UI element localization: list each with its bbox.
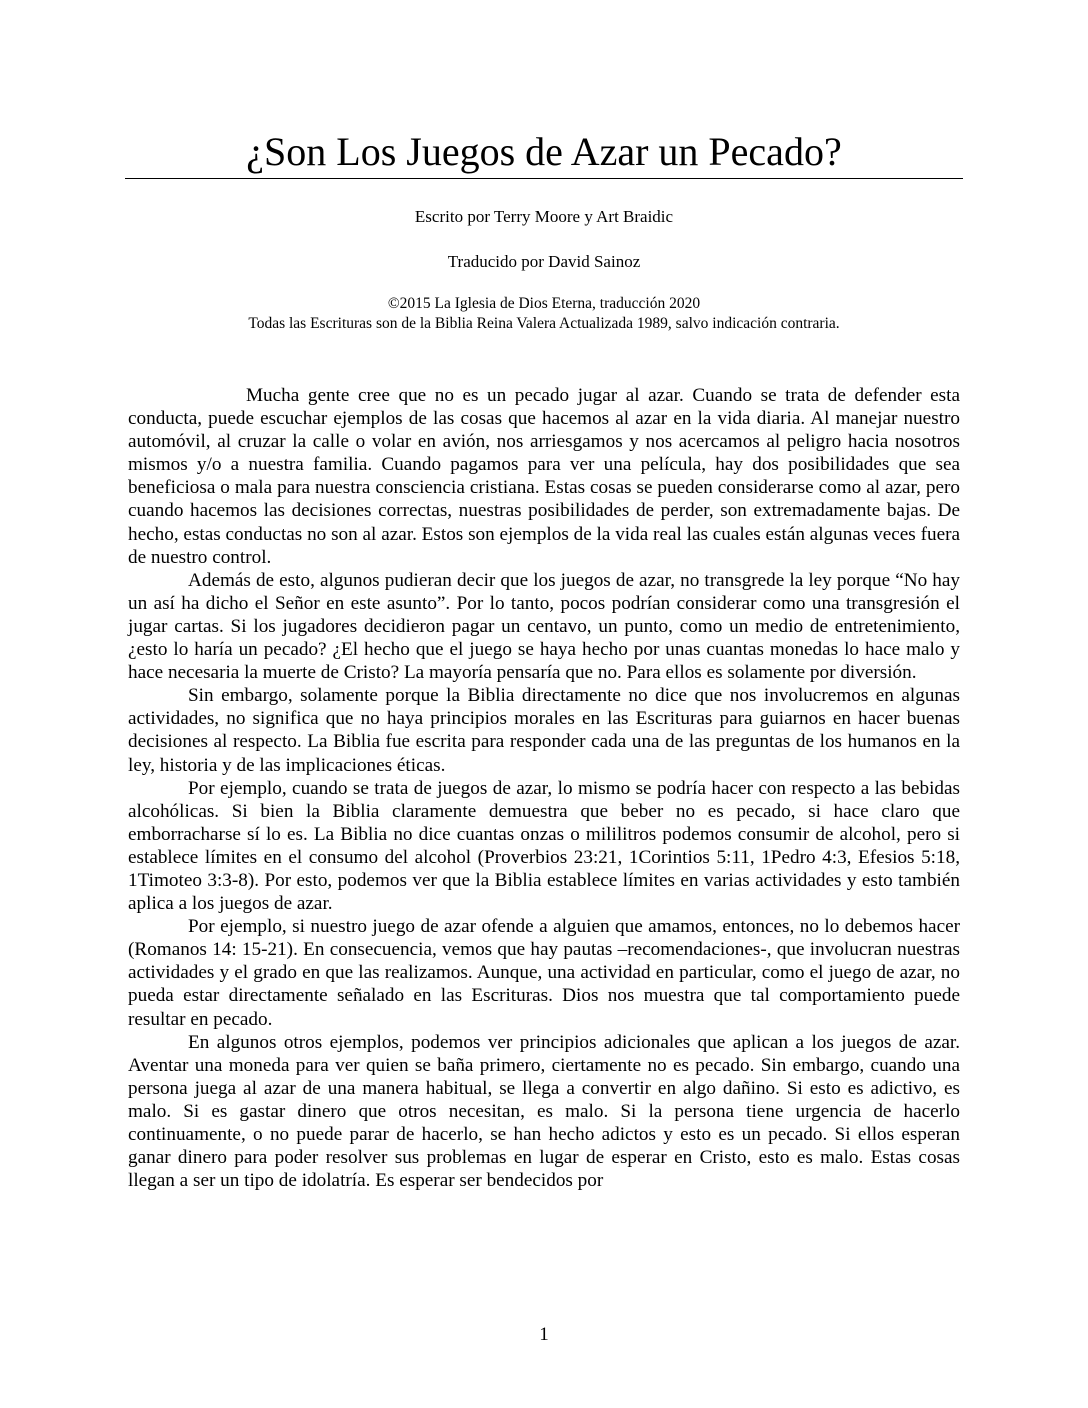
author-line: Escrito por Terry Moore y Art Braidic xyxy=(414,207,674,226)
document-title: ¿Son Los Juegos de Azar un Pecado? xyxy=(246,129,842,174)
paragraph: Mucha gente cree que no es un pecado jugar al azar. Cuando se trata de defender esta conducta, puede escuchar ejemplos de las cosas que hacemos al azar en la vida diaria. Al manejar nuestro automóvil, al cruzar la calle o volar en avión, nos arriesgamos y nos acercamos al peligro hacia nosotros mismos y/o a nuestra familia. Cuando pagamos para ver una película, hay dos posibilidades que sea beneficiosa o mala para nuestra consciencia cristiana. Estas cosas se pueden considerarse como al azar, pero cuando hacemos las decisiones correctas, nuestras posibilidades de perder, son extremadamente bajas. De hecho, estas conductas no son al azar. Estos son ejemplos de la vida real las cuales están algunas veces fuera de nuestro control. xyxy=(128,385,960,568)
copyright-line: ©2015 La Iglesia de Dios Eterna, traducción 2020 xyxy=(387,295,701,312)
title-divider xyxy=(125,178,963,179)
paragraph: Por ejemplo, cuando se trata de juegos de azar, lo mismo se podría hacer con respecto a las bebidas alcohólicas. Si bien la Biblia claramente demuestra que beber no es pecado, si hace claro que emborracharse sí lo es. La Biblia no dice cuantas onzas o mililitros podemos consumir de alcohol, pero si establece límites en el consumo del alcohol (Proverbios 23:21, 1Corintios 5:11, 1Pedro 4:3, Efesios 5:18, 1Timoteo 3:3-8). Por esto, podemos ver que la Biblia establece límites en varias actividades y esto también aplica a los juegos de azar. xyxy=(128,777,960,915)
translator-line: Traducido por David Sainoz xyxy=(447,252,641,271)
copyright-block xyxy=(125,294,963,334)
paragraph: En algunos otros ejemplos, podemos ver principios adicionales que aplican a los juegos de azar. Aventar una moneda para ver quien se baña primero, ciertamente no es pecado. Sin embargo, cuando una persona juega al azar de una manera habitual, se llega a convertir en algo dañino. Si esto es adictivo, es malo. Si es gastar dinero que otros necesitan, es malo. Si la persona tiene urgencia de hacerlo continuamente, o no puede parar de hacerlo, se han hecho adictos y esto es un pecado. Si ellos esperan ganar dinero para poder resolver sus problemas en lugar de esperar en Cristo, esto es malo. Estas cosas llegan a ser un tipo de idolatría. Es esperar ser bendecidos por xyxy=(128,1031,960,1192)
body-text xyxy=(128,384,960,1192)
paragraph: Por ejemplo, si nuestro juego de azar ofende a alguien que amamos, entonces, no lo debemos hacer (Romanos 14: 15-21). En consecuencia, vemos que hay pautas –recomendaciones-, que involucran nuestras actividades y el grado en que las realizamos. Aunque, una actividad en particular, como el juego de azar, no pueda estar directamente señalado en las Escrituras. Dios nos muestra que tal comportamiento puede resultar en pecado. xyxy=(128,916,960,1030)
page-number: 1 xyxy=(539,1324,549,1345)
scripture-note: Todas las Escrituras son de la Biblia Reina Valera Actualizada 1989, salvo indicación contraria. xyxy=(248,315,840,332)
paragraph: Sin embargo, solamente porque la Biblia directamente no dice que nos involucremos en algunas actividades, no significa que no haya principios morales en las Escrituras para guiarnos en hacer buenas decisiones al respecto. La Biblia fue escrita para responder cada una de las preguntas de los humanos en la ley, historia y de las implicaciones éticas. xyxy=(128,685,960,776)
paragraph: Además de esto, algunos pudieran decir que los juegos de azar, no transgrede la ley porque “No hay un así ha dicho el Señor en este asunto”. Por lo tanto, pocos podrían considerar como una transgresión el jugar cartas. Si los jugadores decidieron pagar un centavo, un punto, como un medio de entretenimiento, ¿esto lo haría un pecado? ¿El hecho que el juego se haya hecho por unas cuantas monedas lo hace malo y hace necesaria la muerte de Cristo? La mayoría pensaría que no. Para ellos es solamente por diversión. xyxy=(128,569,960,684)
